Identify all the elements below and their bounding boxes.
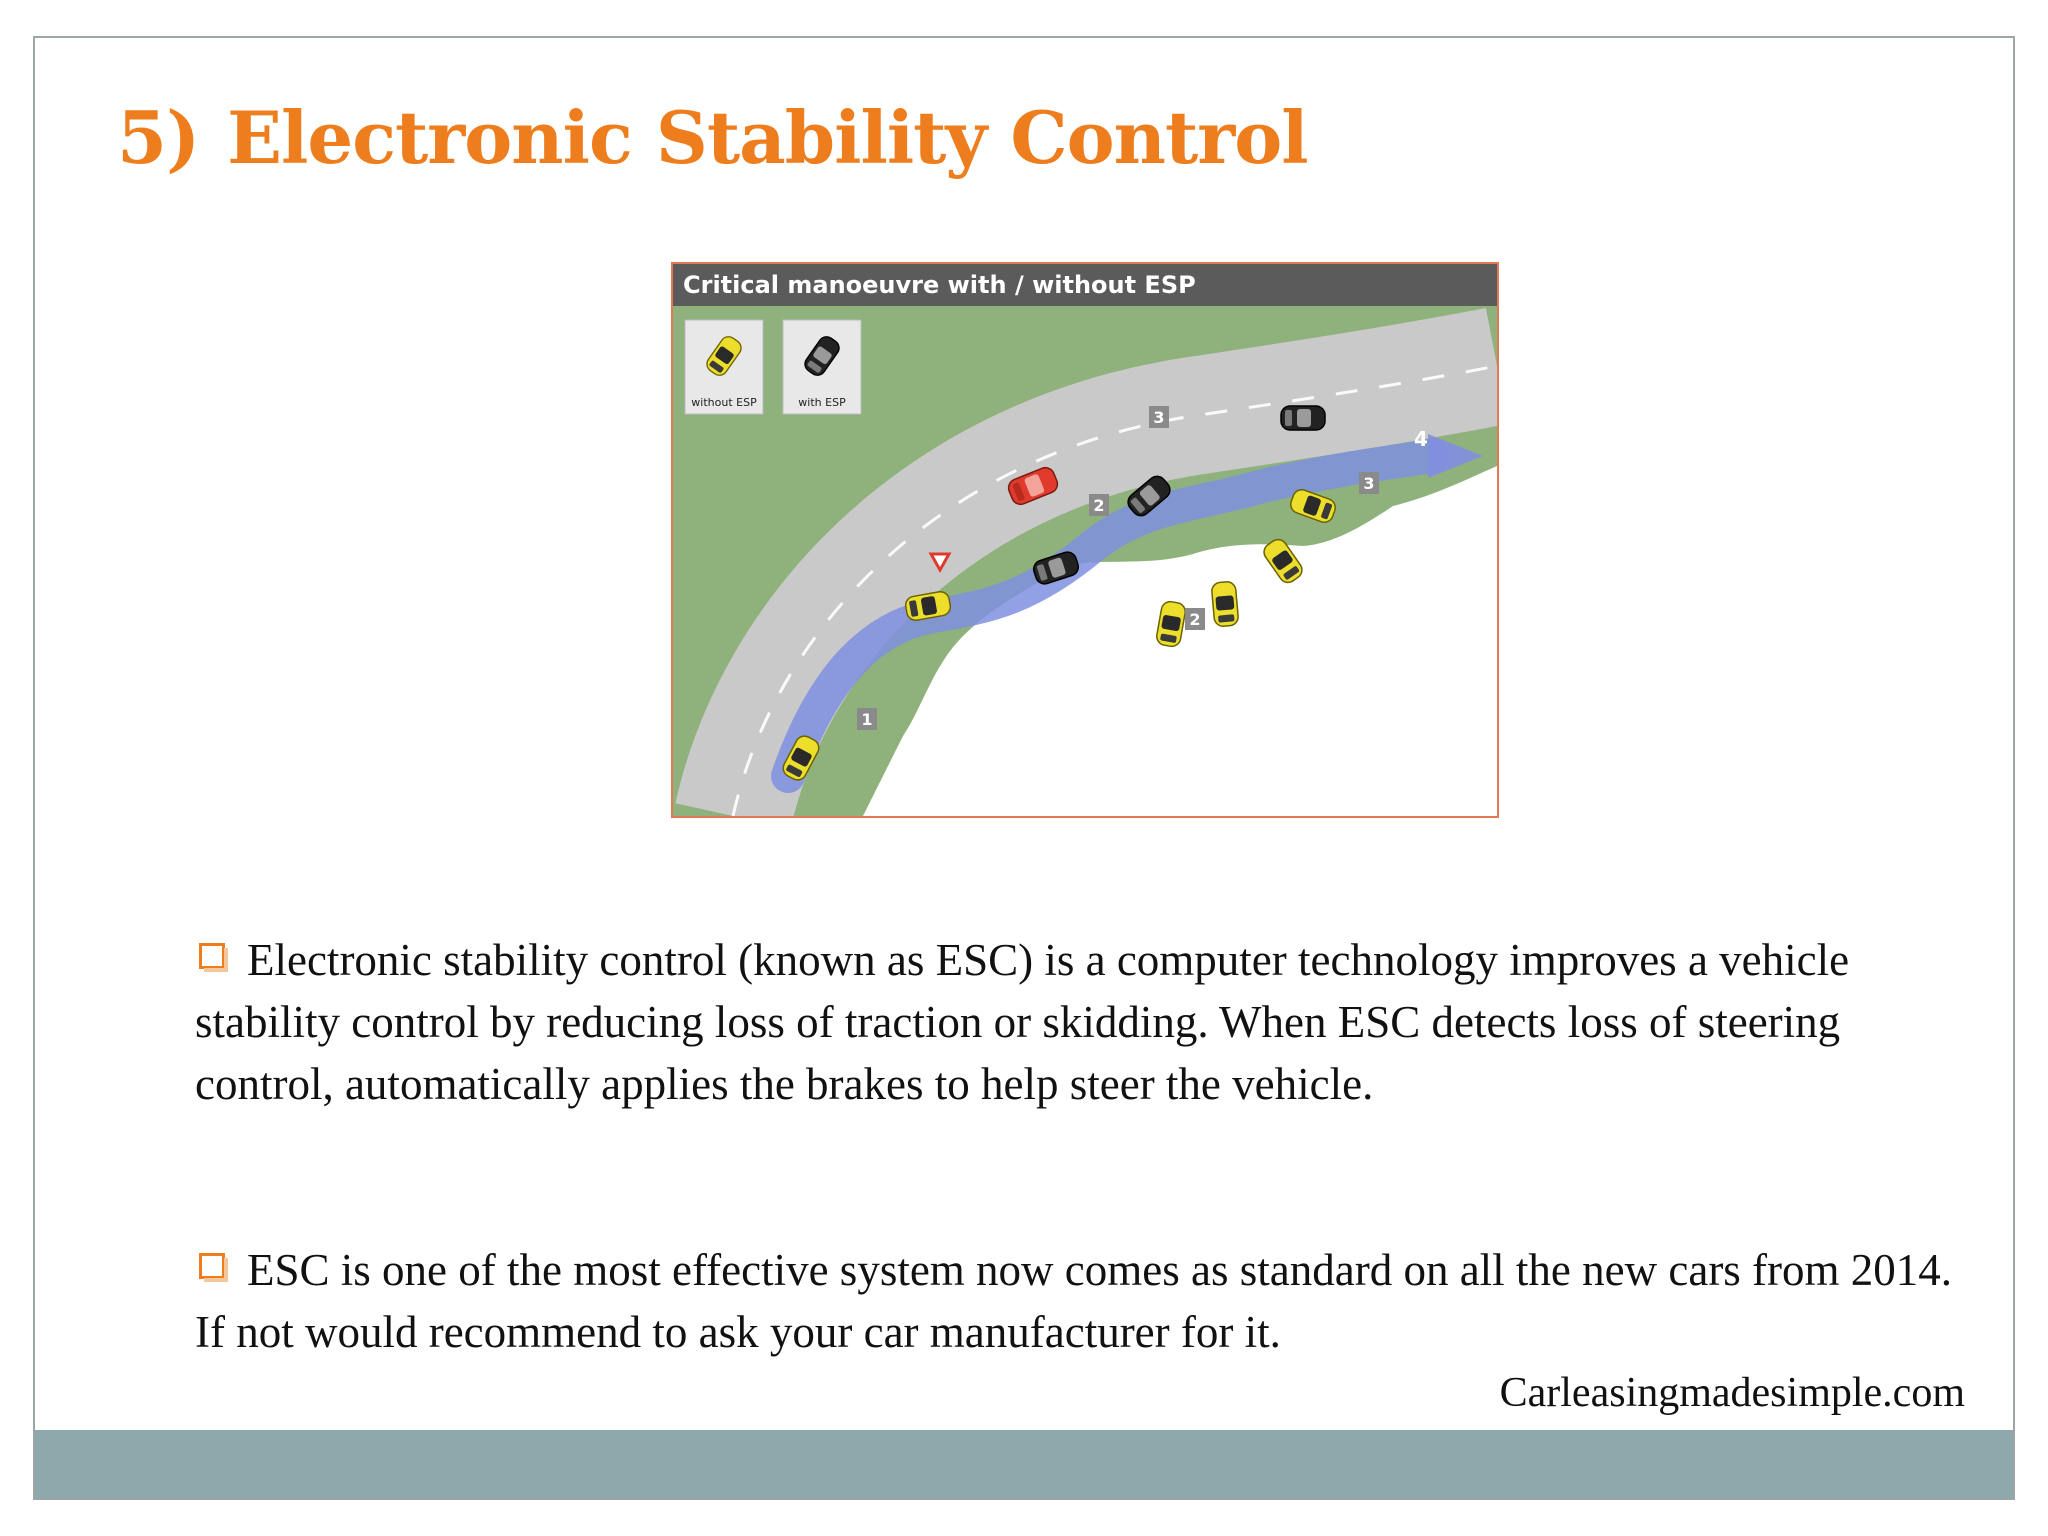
esp-illustration [671, 262, 1499, 818]
step-marker: 3 [1363, 474, 1375, 493]
step-marker: 4 [1414, 427, 1428, 451]
footer-bar [35, 1430, 2013, 1498]
step-marker: 1 [861, 710, 873, 729]
legend-without-esp: without ESP [691, 396, 757, 409]
black-car-icon [1281, 406, 1325, 430]
bullet-icon [199, 943, 225, 969]
paragraph-esc-definition [195, 929, 1955, 1115]
step-marker: 2 [1093, 496, 1105, 515]
title-number: 5) [117, 95, 200, 180]
step-marker: 2 [1189, 610, 1201, 629]
step-marker: 3 [1153, 408, 1165, 427]
bullet-icon [199, 1253, 225, 1279]
title-text: Electronic Stability Control [227, 95, 1308, 180]
yellow-car-icon [1211, 581, 1239, 627]
legend-with-esp: with ESP [798, 396, 846, 409]
slide [33, 36, 2015, 1500]
paragraph-esc-standard [195, 1239, 1955, 1363]
paragraph-text: ESC is one of the most effective system now comes as standard on all the new cars from 2014. If not would recommend to ask your car manufacturer for it. [195, 1245, 1953, 1357]
source-credit: Carleasingmadesimple.com [1499, 1370, 1965, 1416]
figure-header: Critical manoeuvre with / without ESP [673, 264, 1497, 306]
road-diagram [673, 306, 1497, 816]
paragraph-text: Electronic stability control (known as ESC) is a computer technology improves a vehicle stability control by reducing loss of traction or skidding. When ESC detects loss of steering control, automatically applies the brakes to help steer the vehicle. [195, 935, 1850, 1109]
slide-title [117, 95, 1308, 180]
